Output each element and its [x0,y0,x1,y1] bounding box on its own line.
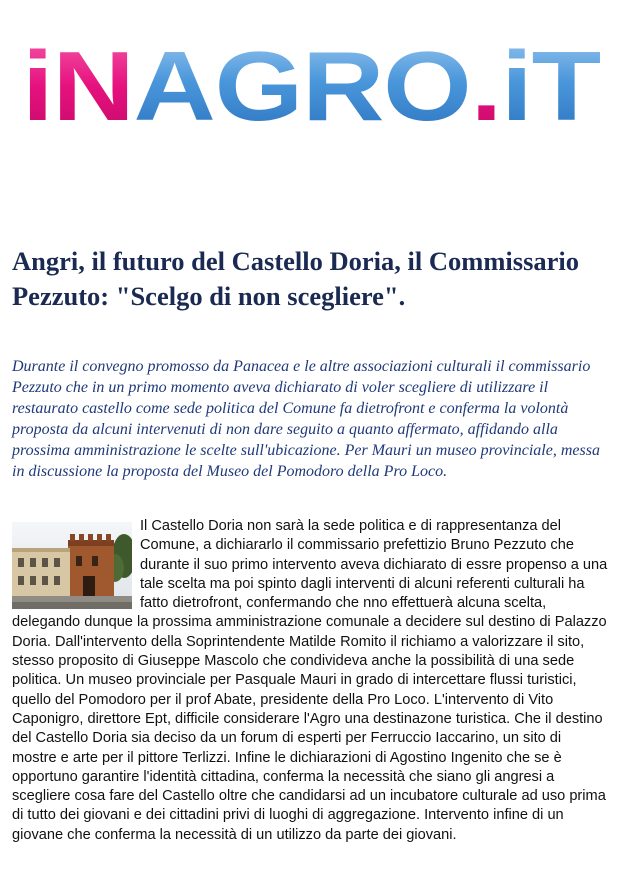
site-logo[interactable] [22,38,602,128]
article-body: Il Castello Doria non sarà la sede politica e di rappresentanza del Comune, a dichiararlo il commissario prefettizio Bruno Pezzuto che durante il suo primo intervento aveva dichiarato di essre propenso a una tale scelta ma poi spinto dagli interventi di alcuni referenti culturali ha fatto dietrofront, confermando che nno effettuerà alcuna scelta, delegando dunque la prossima amministrazione comunale a decidere sul destino di Palazzo Doria. Dall'intervento della Soprintendente Matilde Romito il richiamo a valorizzare il sito, stesso proposito di Giuseppe Mascolo che condivideva anche la possibilità di una sede politica. Un museo provinciale per Pasquale Mauri in grado di intercettare flussi turistici, quello del Pomodoro per il prof Abate, presidente della Pro Loco. L'intervento di Vito Caponigro, direttore Ept, difficile considerare l'Agro una destinazone turistica. Che il destino del Castello Doria sia deciso da un forum di esperti per Ferruccio Iaccarino, un sito di mostre e arte per il pittore Terlizzi. Infine le dichiarazioni di Agostino Ingenito che se è opportuno garantire l'identità cittadina, conferma la necessità che siano gli angresi a scegliere cosa fare del Castello oltre che candidarsi ad un incubatore culturale ad uso prima di tutto dei giovani e dei cittadini privi di luoghi di aggregazione. Intervento infine di un giovane che conferma la necessità di un utilizzo da parte dei giovani. [12,518,608,843]
article-lead: Durante il convegno promosso da Panacea e le altre associazioni culturali il commissario Pezzuto che in un primo momento aveva dichiarato di voler scegliere di utilizzare il restaurato castello come sede politica del Comune fa dietrofront e conferma la volontà proposta da alcuni intervenuti di non dare seguito a quanto affermato, affidando alla prossima amministrazione le scelte sull'ubicazione. Per Mauri un museo provinciale, messa in discussione la proposta del Museo del Pomodoro della Pro Loco. [12,358,600,480]
castello-doria-photo [12,522,132,609]
article-body-container [12,517,609,845]
logo-in: iN [22,38,118,128]
logo-it: iT [501,38,587,128]
article-title: Angri, il futuro del Castello Doria, il Commissario Pezzuto: "Scelgo di non scegliere". [12,246,580,311]
logo-dot: . [470,38,497,128]
site-logo-graphic [22,38,602,128]
logo-agro: AGRO [133,38,424,128]
svg-text:iNAGRO.iT [22,38,600,128]
